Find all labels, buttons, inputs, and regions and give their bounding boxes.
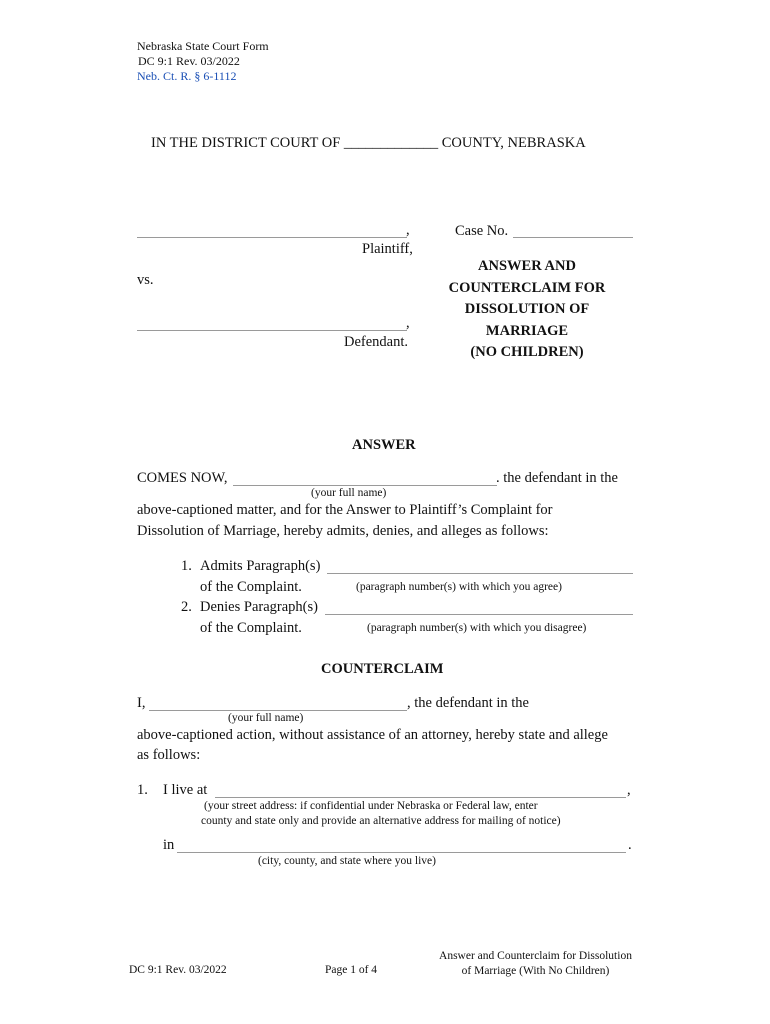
counterclaim-i-label: I, [137, 695, 146, 711]
city-county-state-field[interactable] [177, 852, 626, 853]
denies-paragraph-field[interactable] [325, 614, 633, 615]
document-title-line: ANSWER AND [478, 258, 576, 274]
counterclaim-defendant-in-the: , the defendant in the [407, 695, 529, 711]
residence-item-number: 1. [137, 782, 148, 798]
city-field-period: . [628, 837, 632, 853]
document-title-line: (NO CHILDREN) [470, 344, 584, 360]
answer-heading: ANSWER [352, 437, 416, 453]
comes-now-label: COMES NOW, [137, 470, 228, 486]
city-county-state-hint: (city, county, and state where you live) [258, 855, 436, 867]
answer-body-line: Dissolution of Marriage, hereby admits, denies, and alleges as follows: [137, 523, 549, 539]
admits-paragraph-label: Admits Paragraph(s) [200, 558, 321, 574]
answer-defendant-name-field[interactable] [233, 485, 497, 486]
county-blank[interactable]: _____________ [343, 135, 439, 151]
street-address-hint: (your street address: if confidential under Nebraska or Federal law, enter [204, 800, 538, 812]
admits-paragraph-field[interactable] [327, 573, 633, 574]
document-title [427, 256, 627, 364]
footer-document-title [428, 949, 643, 979]
document-title-line: DISSOLUTION OF [464, 301, 590, 317]
residence-label: I live at [163, 782, 208, 798]
form-number-line: DC 9:1 Rev. 03/2022 [138, 54, 240, 68]
denies-item-number: 2. [181, 599, 192, 615]
plaintiff-name-field[interactable] [137, 237, 407, 238]
answer-body-line: above-captioned matter, and for the Answer to Plaintiff’s Complaint for [137, 502, 553, 518]
form-source-line: Nebraska State Court Form [137, 39, 269, 53]
case-number-label: Case No. [455, 223, 509, 239]
counterclaim-defendant-name-field[interactable] [149, 710, 407, 711]
footer-title-line: Answer and Counterclaim for Dissolution [439, 950, 632, 962]
footer-title-line: of Marriage (With No Children) [461, 965, 610, 977]
counterclaim-body-line: as follows: [137, 747, 201, 763]
counterclaim-full-name-hint: (your full name) [228, 712, 304, 724]
street-address-hint: county and state only and provide an alternative address for mailing of notice) [201, 815, 561, 827]
counterclaim-heading: COUNTERCLAIM [321, 661, 444, 677]
defendant-label: Defendant. [344, 334, 409, 350]
court-rule-link[interactable]: Neb. Ct. R. § 6-1112 [137, 69, 237, 83]
defendant-comma: , [406, 315, 410, 331]
street-address-comma: , [627, 782, 631, 798]
footer-page-number: Page 1 of 4 [325, 964, 378, 976]
footer-form-number: DC 9:1 Rev. 03/2022 [129, 964, 227, 976]
denies-of-complaint: of the Complaint. [200, 620, 302, 636]
court-title [151, 135, 586, 152]
denies-paragraph-hint: (paragraph number(s) with which you disagree) [367, 622, 587, 634]
admits-paragraph-hint: (paragraph number(s) with which you agree) [356, 581, 562, 593]
street-address-field[interactable] [215, 797, 626, 798]
answer-full-name-hint: (your full name) [311, 487, 387, 499]
defendant-name-field[interactable] [137, 330, 407, 331]
counterclaim-body-line: above-captioned action, without assistance of an attorney, hereby state and allege [137, 727, 608, 743]
plaintiff-label: Plaintiff, [362, 241, 413, 257]
answer-defendant-in-the: . the defendant in the [496, 470, 618, 486]
plaintiff-comma: , [406, 222, 410, 238]
court-title-prefix: IN THE DISTRICT COURT OF [151, 135, 341, 151]
versus-label: vs. [137, 272, 154, 288]
admits-item-number: 1. [181, 558, 192, 574]
document-title-line: COUNTERCLAIM FOR [448, 279, 606, 296]
admits-of-complaint: of the Complaint. [200, 579, 302, 595]
document-title-line: MARRIAGE [485, 322, 569, 339]
case-number-field[interactable] [513, 237, 633, 238]
court-title-suffix: COUNTY, NEBRASKA [441, 135, 586, 151]
city-in-label: in [163, 837, 175, 853]
denies-paragraph-label: Denies Paragraph(s) [200, 599, 318, 615]
